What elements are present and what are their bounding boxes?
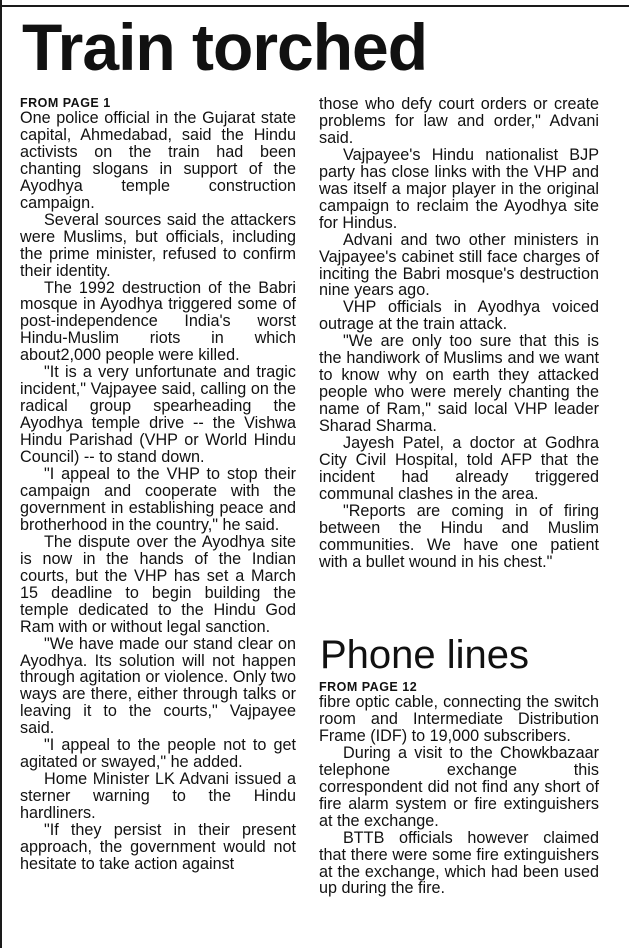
phone-lines-headline: Phone lines [320,633,530,677]
paragraph [20,96,296,212]
paragraph: "I appeal to the people not to get agitated or swayed," he added. [20,736,296,772]
paragraph: The dispute over the Ayodhya site is now in the hands of the Indian courts, but the VHP has set a March 15 deadline to begin building the temple dedicated to the Hindu God Ram with or without legal sanction. [20,532,296,636]
paragraph: During a visit to the Chowkbazaar telephone exchange this correspondent did not find any short of fire alarm system or fire extinguishers at the exchange. [319,743,599,830]
paragraph: "If they persist in their present approach, the government would not hesitate to take action against [20,821,296,873]
paragraph: those who defy court orders or create problems for law and order," Advani said. [319,95,599,147]
paragraph: Advani and two other ministers in Vajpayee's cabinet still face charges of inciting the Babri mosque's destruction nine years ago. [319,230,599,300]
paragraph: "We are only too sure that this is the handiwork of Muslims and we want to know why on earth they attacked people who were merely chanting the name of Ram," said local VHP leader Sharad Sharma. [319,332,599,436]
paragraph: BTTB officials however claimed that there were some fire extinguishers at the exchange, which had been used up during the fire. [319,828,599,898]
paragraph: The 1992 destruction of the Babri mosque in Ayodhya triggered some of post-independence India's worst Hindu-Muslim riots in which about2,000 people were killed. [20,278,296,365]
paragraph: Vajpayee's Hindu nationalist BJP party has close links with the VHP and was itself a major player in the original campaign to reclaim the Ayodhya site for Hindus. [319,145,599,232]
paragraph-text: fibre optic cable, connecting the switch room and Intermediate Distribution Frame (IDF) to 19,000 subscribers. [319,693,599,745]
paragraph: "We have made our stand clear on Ayodhya. Its solution will not happen through agitation or violence. Only two ways are there, either through talks or leaving it to the courts," Vajpayee said. [20,634,296,738]
kicker-from-page: FROM PAGE 12 [319,680,418,694]
main-story-right-column [319,96,599,571]
main-story-left-column [20,96,296,873]
kicker-from-page: FROM PAGE 1 [20,96,111,110]
paragraph: "I appeal to the VHP to stop their campaign and cooperate with the government in establishing peace and brotherhood in the country," he said. [20,465,296,534]
paragraph: VHP officials in Ayodhya voiced outrage at the train attack. [319,298,599,334]
paragraph: Home Minister LK Advani issued a sterner warning to the Hindu hardliners. [20,770,296,823]
paragraph: "Reports are coming in of firing between the Hindu and Muslim communities. We have one patient with a bullet wound in his chest." [319,501,599,571]
main-headline: Train torched [22,10,428,84]
paragraph: Several sources said the attackers were Muslims, but officials, including the prime minister, refused to confirm their identity. [20,210,296,280]
paragraph-text: One police official in the Gujarat state capital, Ahmedabad, said the Hindu activists on the train had been chanting slogans in support of the Ayodhya temple construction campaign. [20,109,296,212]
paragraph: Jayesh Patel, a doctor at Godhra City Civil Hospital, told AFP that the incident had already triggered communal clashes in the area. [319,434,599,503]
paragraph [319,680,599,745]
left-rule [0,0,2,948]
paragraph: "It is a very unfortunate and tragic incident," Vajpayee said, calling on the radical group spearheading the Ayodhya temple drive -- the Vishwa Hindu Parishad (VHP or World Hindu Council) -- to stand down. [20,363,296,467]
phone-story-column [319,680,599,897]
